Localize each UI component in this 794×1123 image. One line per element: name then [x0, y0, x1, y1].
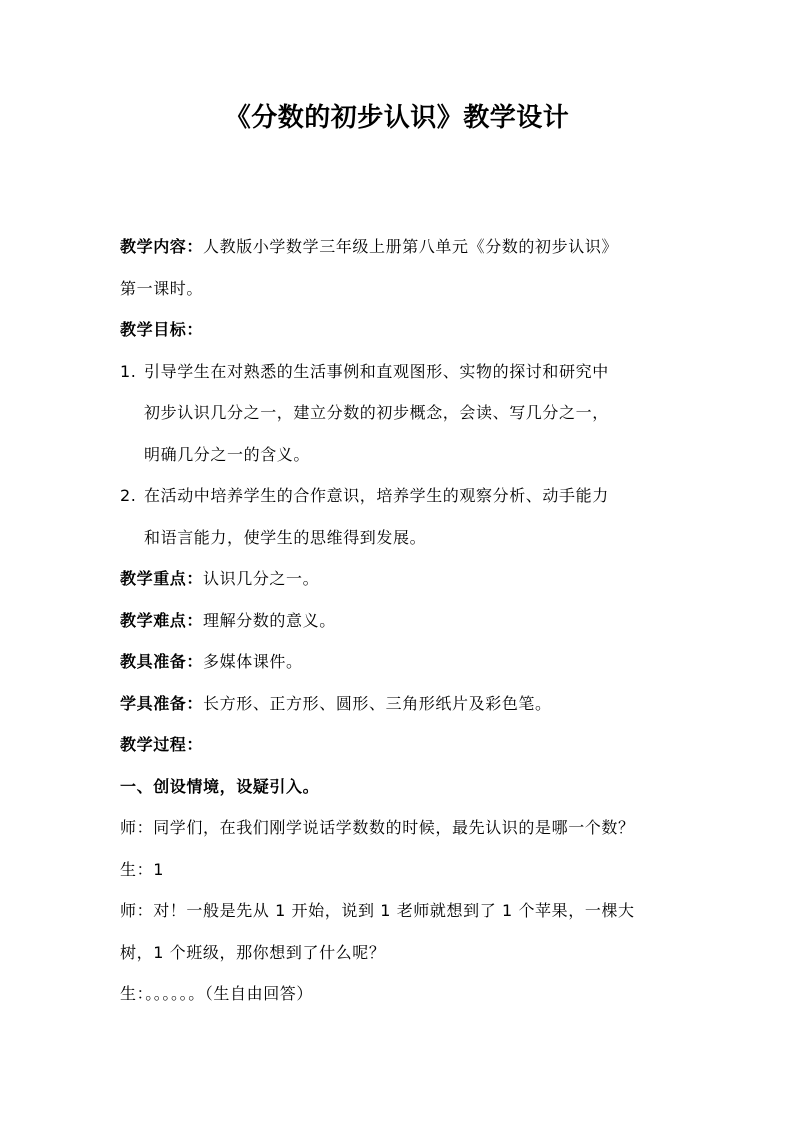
content-text-line1: 人教版小学数学三年级上册第八单元《分数的初步认识》 [203, 237, 619, 256]
objectives-label: 教学目标： [120, 320, 204, 339]
document-body [120, 226, 680, 1015]
dialogue-speaker: 生： [120, 859, 154, 879]
dialogue-speaker: 师： [120, 818, 154, 837]
key-point-paragraph [120, 558, 680, 600]
objective-text [144, 475, 680, 558]
document-title: 《分数的初步认识》教学设计 [224, 103, 570, 133]
objective-line: 明确几分之一的含义。 [144, 444, 311, 464]
difficulty-label: 教学难点： [120, 610, 204, 630]
learning-tools-paragraph [120, 683, 680, 725]
content-paragraph [120, 226, 680, 268]
dialogue-text: 。。。。。。（生自由回答） [145, 984, 314, 1003]
dialogue-text: 同学们，在我们刚学说话学数数的时候，最先认识的是哪一个数？ [153, 818, 635, 837]
dialogue-line [120, 973, 680, 1015]
key-point-label: 教学重点： [120, 569, 204, 588]
dialogue-line-continued: 树，1 个班级，那你想到了什么呢？ [120, 942, 386, 962]
objective-line: 初步认识几分之一，建立分数的初步概念，会读、写几分之一， [144, 403, 609, 422]
objective-number: 2. [120, 486, 137, 505]
content-paragraph-continued: 第一课时。 [120, 278, 204, 298]
key-point-text: 认识几分之一。 [203, 569, 320, 588]
objective-number: 1. [120, 361, 137, 381]
difficulty-text: 理解分数的意义。 [203, 610, 336, 630]
teaching-tools-label: 教具准备： [120, 652, 204, 671]
section-heading: 一、创设情境，设疑引入。 [120, 776, 320, 796]
learning-tools-label: 学具准备： [120, 693, 204, 713]
dialogue-text: 对！一般是先从 1 开始，说到 1 老师就想到了 1 个苹果，一棵大 [153, 901, 635, 920]
content-label: 教学内容： [120, 237, 204, 256]
dialogue-speaker: 生： [120, 984, 146, 1003]
objective-item [120, 351, 680, 476]
dialogue-speaker: 师： [120, 901, 154, 920]
teaching-tools-text: 多媒体课件。 [203, 652, 303, 671]
teaching-tools-paragraph [120, 641, 680, 683]
objective-text [144, 351, 680, 476]
dialogue-line [120, 890, 680, 932]
learning-tools-text: 长方形、正方形、圆形、三角形纸片及彩色笔。 [203, 693, 552, 713]
process-label: 教学过程： [120, 735, 204, 754]
objective-line: 引导学生在对熟悉的生活事例和直观图形、实物的探讨和研究中 [144, 361, 609, 381]
objective-item [120, 475, 680, 558]
difficulty-paragraph [120, 600, 680, 642]
objective-line: 和语言能力，使学生的思维得到发展。 [144, 527, 427, 547]
dialogue-line [120, 849, 680, 891]
objective-line: 在活动中培养学生的合作意识，培养学生的观察分析、动手能力 [144, 486, 609, 505]
dialogue-line [120, 807, 680, 849]
dialogue-text: 1 [153, 859, 164, 879]
